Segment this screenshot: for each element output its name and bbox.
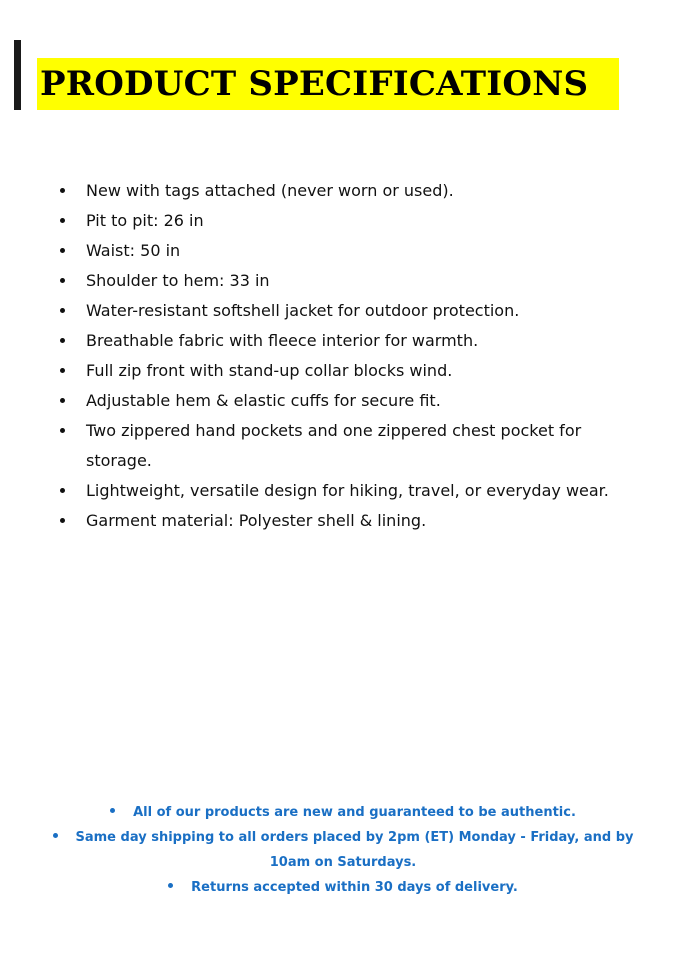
- bullet-icon: [60, 338, 65, 343]
- spec-text: Garment material: Polyester shell & lining.: [86, 511, 427, 530]
- specifications-list: [0, 176, 686, 536]
- policy-text: Returns accepted within 30 days of delivery.: [191, 880, 518, 895]
- bullet-icon: [60, 488, 65, 493]
- policy-text: All of our products are new and guaranteed to be authentic.: [133, 805, 576, 820]
- spec-item-shoulder-to-hem: [0, 266, 686, 296]
- title-accent-bar: [14, 40, 21, 110]
- policy-authentic: [50, 800, 636, 825]
- bullet-icon: [60, 278, 65, 283]
- spec-text: Pit to pit: 26 in: [86, 211, 204, 230]
- bullet-icon: [60, 428, 65, 433]
- spec-item-adjustable-hem: [0, 386, 686, 416]
- spec-item-pockets: [0, 416, 686, 476]
- bullet-icon: [60, 248, 65, 253]
- spec-item-lightweight: [0, 476, 686, 506]
- policy-returns: [50, 875, 636, 900]
- bullet-icon: [110, 808, 115, 813]
- spec-item-waist: [0, 236, 686, 266]
- policy-shipping: [50, 825, 636, 875]
- title-highlight: [37, 58, 619, 110]
- bullet-icon: [60, 398, 65, 403]
- spec-text: Adjustable hem & elastic cuffs for secure fit.: [86, 391, 441, 410]
- spec-text: Full zip front with stand-up collar blocks wind.: [86, 361, 453, 380]
- spec-item-full-zip: [0, 356, 686, 386]
- spec-item-pit-to-pit: [0, 206, 686, 236]
- spec-item-water-resistant: [0, 296, 686, 326]
- bullet-icon: [60, 188, 65, 193]
- bullet-icon: [60, 368, 65, 373]
- spec-text: Lightweight, versatile design for hiking, travel, or everyday wear.: [86, 481, 609, 500]
- bullet-icon: [60, 518, 65, 523]
- bullet-icon: [53, 833, 58, 838]
- policy-text: Same day shipping to all orders placed by 2pm (ET) Monday - Friday, and by 10am on Saturdays.: [75, 830, 634, 870]
- spec-text: Water-resistant softshell jacket for outdoor protection.: [86, 301, 520, 320]
- spec-item-breathable: [0, 326, 686, 356]
- bullet-icon: [60, 218, 65, 223]
- bullet-icon: [168, 883, 173, 888]
- store-policies-list: [50, 800, 636, 900]
- spec-item-material: [0, 506, 686, 536]
- spec-text: New with tags attached (never worn or used).: [86, 181, 454, 200]
- spec-text: Shoulder to hem: 33 in: [86, 271, 270, 290]
- spec-text: Waist: 50 in: [86, 241, 181, 260]
- spec-item-condition: [0, 176, 686, 206]
- page-title: PRODUCT SPECIFICATIONS: [40, 64, 589, 104]
- spec-text: Two zippered hand pockets and one zippered chest pocket for storage.: [86, 421, 582, 470]
- bullet-icon: [60, 308, 65, 313]
- spec-text: Breathable fabric with fleece interior for warmth.: [86, 331, 479, 350]
